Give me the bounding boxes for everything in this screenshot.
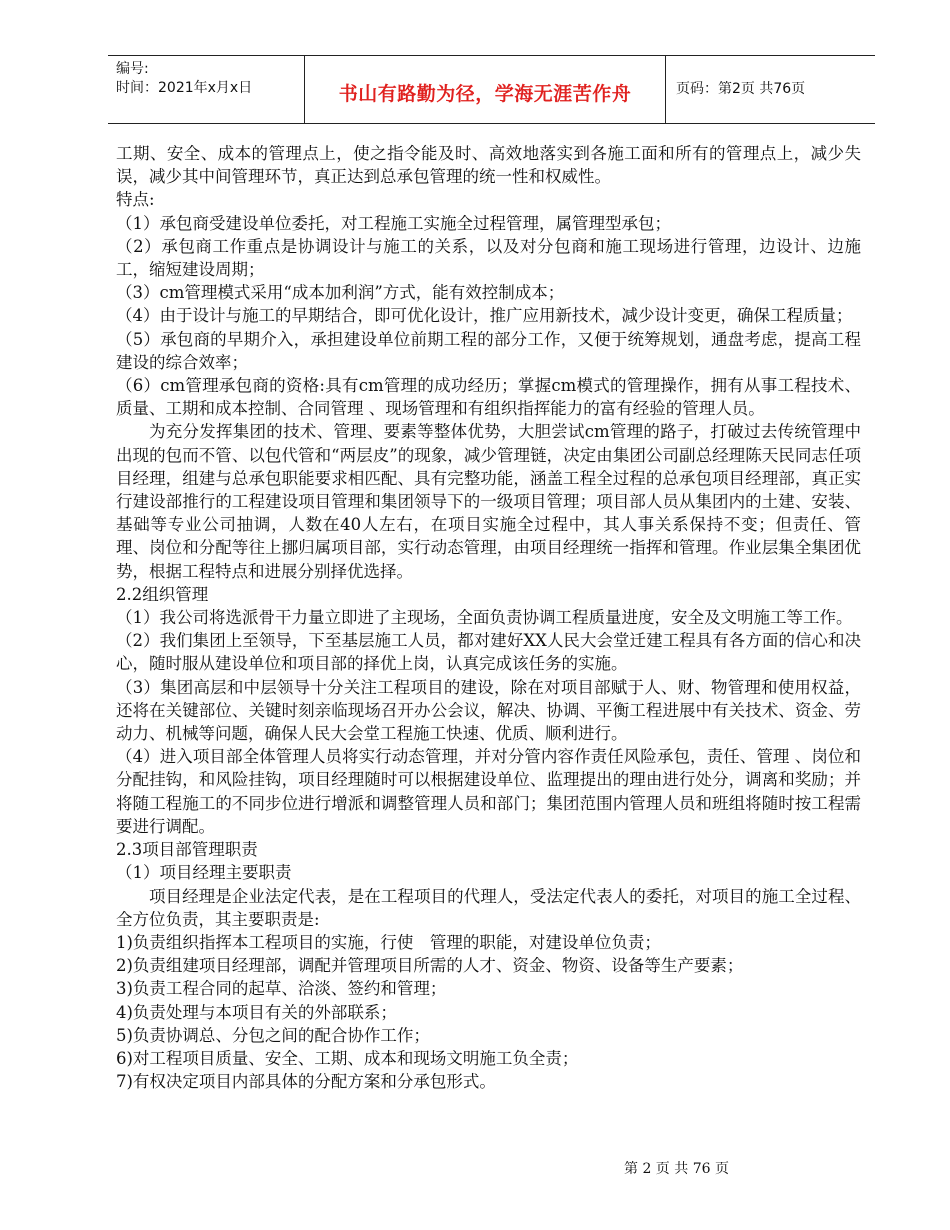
body-paragraph: 2.2组织管理 [116, 584, 209, 604]
body-paragraph: 特点: [116, 190, 155, 210]
body-paragraph: 2)负责组建项目经理部，调配并管理项目所需的人才、资金、物资、设备等生产要素； [116, 956, 744, 976]
body-paragraph: （3）cm管理模式采用“成本加利润”方式，能有效控制成本； [116, 283, 565, 303]
page-footer: 第 2 页 共 76 页 [624, 1161, 729, 1177]
body-paragraph: 2.3项目部管理职责 [116, 840, 258, 860]
header-page-info: 页码：第2页 共76页 [676, 81, 806, 97]
body-paragraph: （2）我们集团上至领导，下至基层施工人员，都对建好XX人民大会堂迁建工程具有各方面的信心和决心，随时服从建设单位和项目部的择优上岗，认真完成该任务的实施。 [116, 631, 861, 674]
body-paragraph: 为充分发挥集团的技术、管理、要素等整体优势，大胆尝试cm管理的路子，打破过去传统管理中出现的包而不管、以包代管和“两层皮”的现象，减少管理链，决定由集团公司副总经理陈天民同志任项目经理，组建与总承包职能要求相匹配、具有完整功能，涵盖工程全过程的总承包项目经理部，真正实行建设部推行的工程建设项目管理和集团领导下的一级项目管理；项目部人员从集团内的土建、安装、基础等专业公司抽调，人数在40人左右，在项目实施全过程中，其人事关系保持不变；但责任、管理、岗位和分配等往上挪归属项目部，实行动态管理，由项目经理统一指挥和管理。作业层集全集团优势，根据工程特点和进展分别择优选择。 [116, 422, 861, 581]
body-paragraph: （1）我公司将选派骨干力量立即进了主现场，全面负责协调工程质量进度，安全及文明施工等工作。 [116, 608, 853, 628]
body-paragraph: （1）承包商受建设单位委托，对工程施工实施全过程管理，属管理型承包； [116, 213, 671, 233]
body-paragraph: 4)负责处理与本项目有关的外部联系； [116, 1002, 397, 1022]
body-paragraph: （4）由于设计与施工的早期结合，即可优化设计，推广应用新技术，减少设计变更，确保工程质量； [116, 306, 853, 326]
body-paragraph: 工期、安全、成本的管理点上，使之指令能及时、高效地落实到各施工面和所有的管理点上，减少失误，减少其中间管理环节，真正达到总承包管理的统一性和权威性。 [116, 144, 861, 187]
body-paragraph: 1)负责组织指挥本工程项目的实施，行使 管理的职能，对建设单位负责； [116, 932, 661, 952]
body-paragraph: 项目经理是企业法定代表，是在工程项目的代理人，受法定代表人的委托，对项目的施工全过程、全方位负责，其主要职责是: [116, 886, 861, 929]
body-paragraph: （5）承包商的早期介入，承担建设单位前期工程的部分工作，又便于统筹规划，通盘考虑，提高工程建设的综合效率； [116, 329, 861, 372]
body-paragraph: 3)负责工程合同的起草、洽淡、签约和管理； [116, 979, 447, 999]
header-meta-cell [108, 56, 305, 123]
body-paragraph: 5)负责协调总、分包之间的配合协作工作； [116, 1025, 430, 1045]
header-page-cell [666, 56, 875, 123]
header-motto: 书山有路勤为径，学海无涯苦作舟 [338, 83, 632, 105]
document-body [116, 142, 861, 1093]
body-paragraph: （1）项目经理主要职责 [116, 863, 292, 883]
body-paragraph: （4）进入项目部全体管理人员将实行动态管理，并对分管内容作责任风险承包，责任、管理 、岗位和分配挂钩，和风险挂钩，项目经理随时可以根据建设单位、监理提出的理由进行处分，调离和奖励；并将随工程施工的不同步位进行增派和调整管理人员和部门；集团范围内管理人员和班组将随时按工程需要进行调配。 [116, 747, 861, 836]
header-table [108, 55, 875, 124]
body-paragraph: （2）承包商工作重点是协调设计与施工的关系，以及对分包商和施工现场进行管理，边设计、边施工，缩短建设周期； [116, 236, 861, 280]
document-number-label: 编号: [116, 61, 149, 77]
header-motto-cell [305, 56, 666, 123]
body-paragraph: 7)有权决定项目内部具体的分配方案和分承包形式。 [116, 1072, 496, 1092]
body-paragraph: 6)对工程项目质量、安全、工期、成本和现场文明施工负全责； [116, 1048, 579, 1068]
document-time-label: 时间：2021年x月x日 [116, 80, 253, 96]
body-paragraph: （3）集团高层和中层领导十分关注工程项目的建设，除在对项目部赋于人、财、物管理和使用权益，还将在关键部位、关键时刻亲临现场召开办公会议，解决、协调、平衡工程进展中有关技术、资金、劳动力、机械等问题，确保人民大会堂工程施工快速、优质、顺利进行。 [116, 677, 861, 744]
body-paragraph: （6）cm管理承包商的资格:具有cm管理的成功经历；掌握cm模式的管理操作，拥有从事工程技术、质量、工期和成本控制、合同管理 、现场管理和有组织指挥能力的富有经验的管理人员。 [116, 376, 861, 419]
